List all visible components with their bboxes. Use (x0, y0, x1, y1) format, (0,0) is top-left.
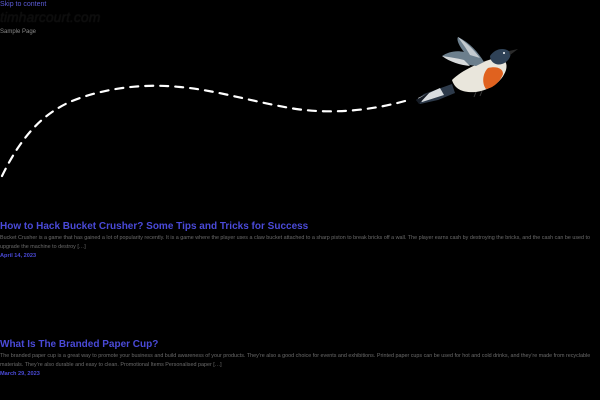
post-date-link[interactable]: March 29, 2023 (0, 371, 40, 377)
dashed-flight-path (2, 86, 405, 176)
post-excerpt: The branded paper cup is a great way to promote your business and build awareness of your products. They’re also a good choice for events and exhibitions. Printed paper cups can be used for hot and cold drinks, and they’re made from recyclable materials. They’re also durable and easy to clean. Promotional Items Personalised paper […] (0, 353, 591, 368)
site-title[interactable]: timharcourt.com (0, 9, 101, 25)
post-date-link[interactable]: April 14, 2023 (0, 253, 37, 259)
post-item (0, 221, 600, 261)
post-item (0, 339, 600, 379)
skip-to-content-link[interactable]: Skip to content (0, 1, 47, 8)
post-title-link[interactable]: What Is The Branded Paper Cup? (0, 339, 159, 350)
post-title-link[interactable]: How to Hack Bucket Crusher? Some Tips and Tricks for Success (0, 221, 309, 232)
bird-illustration-icon (416, 37, 518, 104)
post-excerpt: Bucket Crusher is a game that has gained a lot of popularity recently. It is a game where the player uses a claw bucket attached to a sharp piston to break bricks off a wall. The player earns cash by destroying the bricks, and the cash can be used to upgrade the machine to destroy […] (0, 235, 591, 250)
nav-item-sample-page[interactable]: Sample Page (0, 29, 37, 35)
